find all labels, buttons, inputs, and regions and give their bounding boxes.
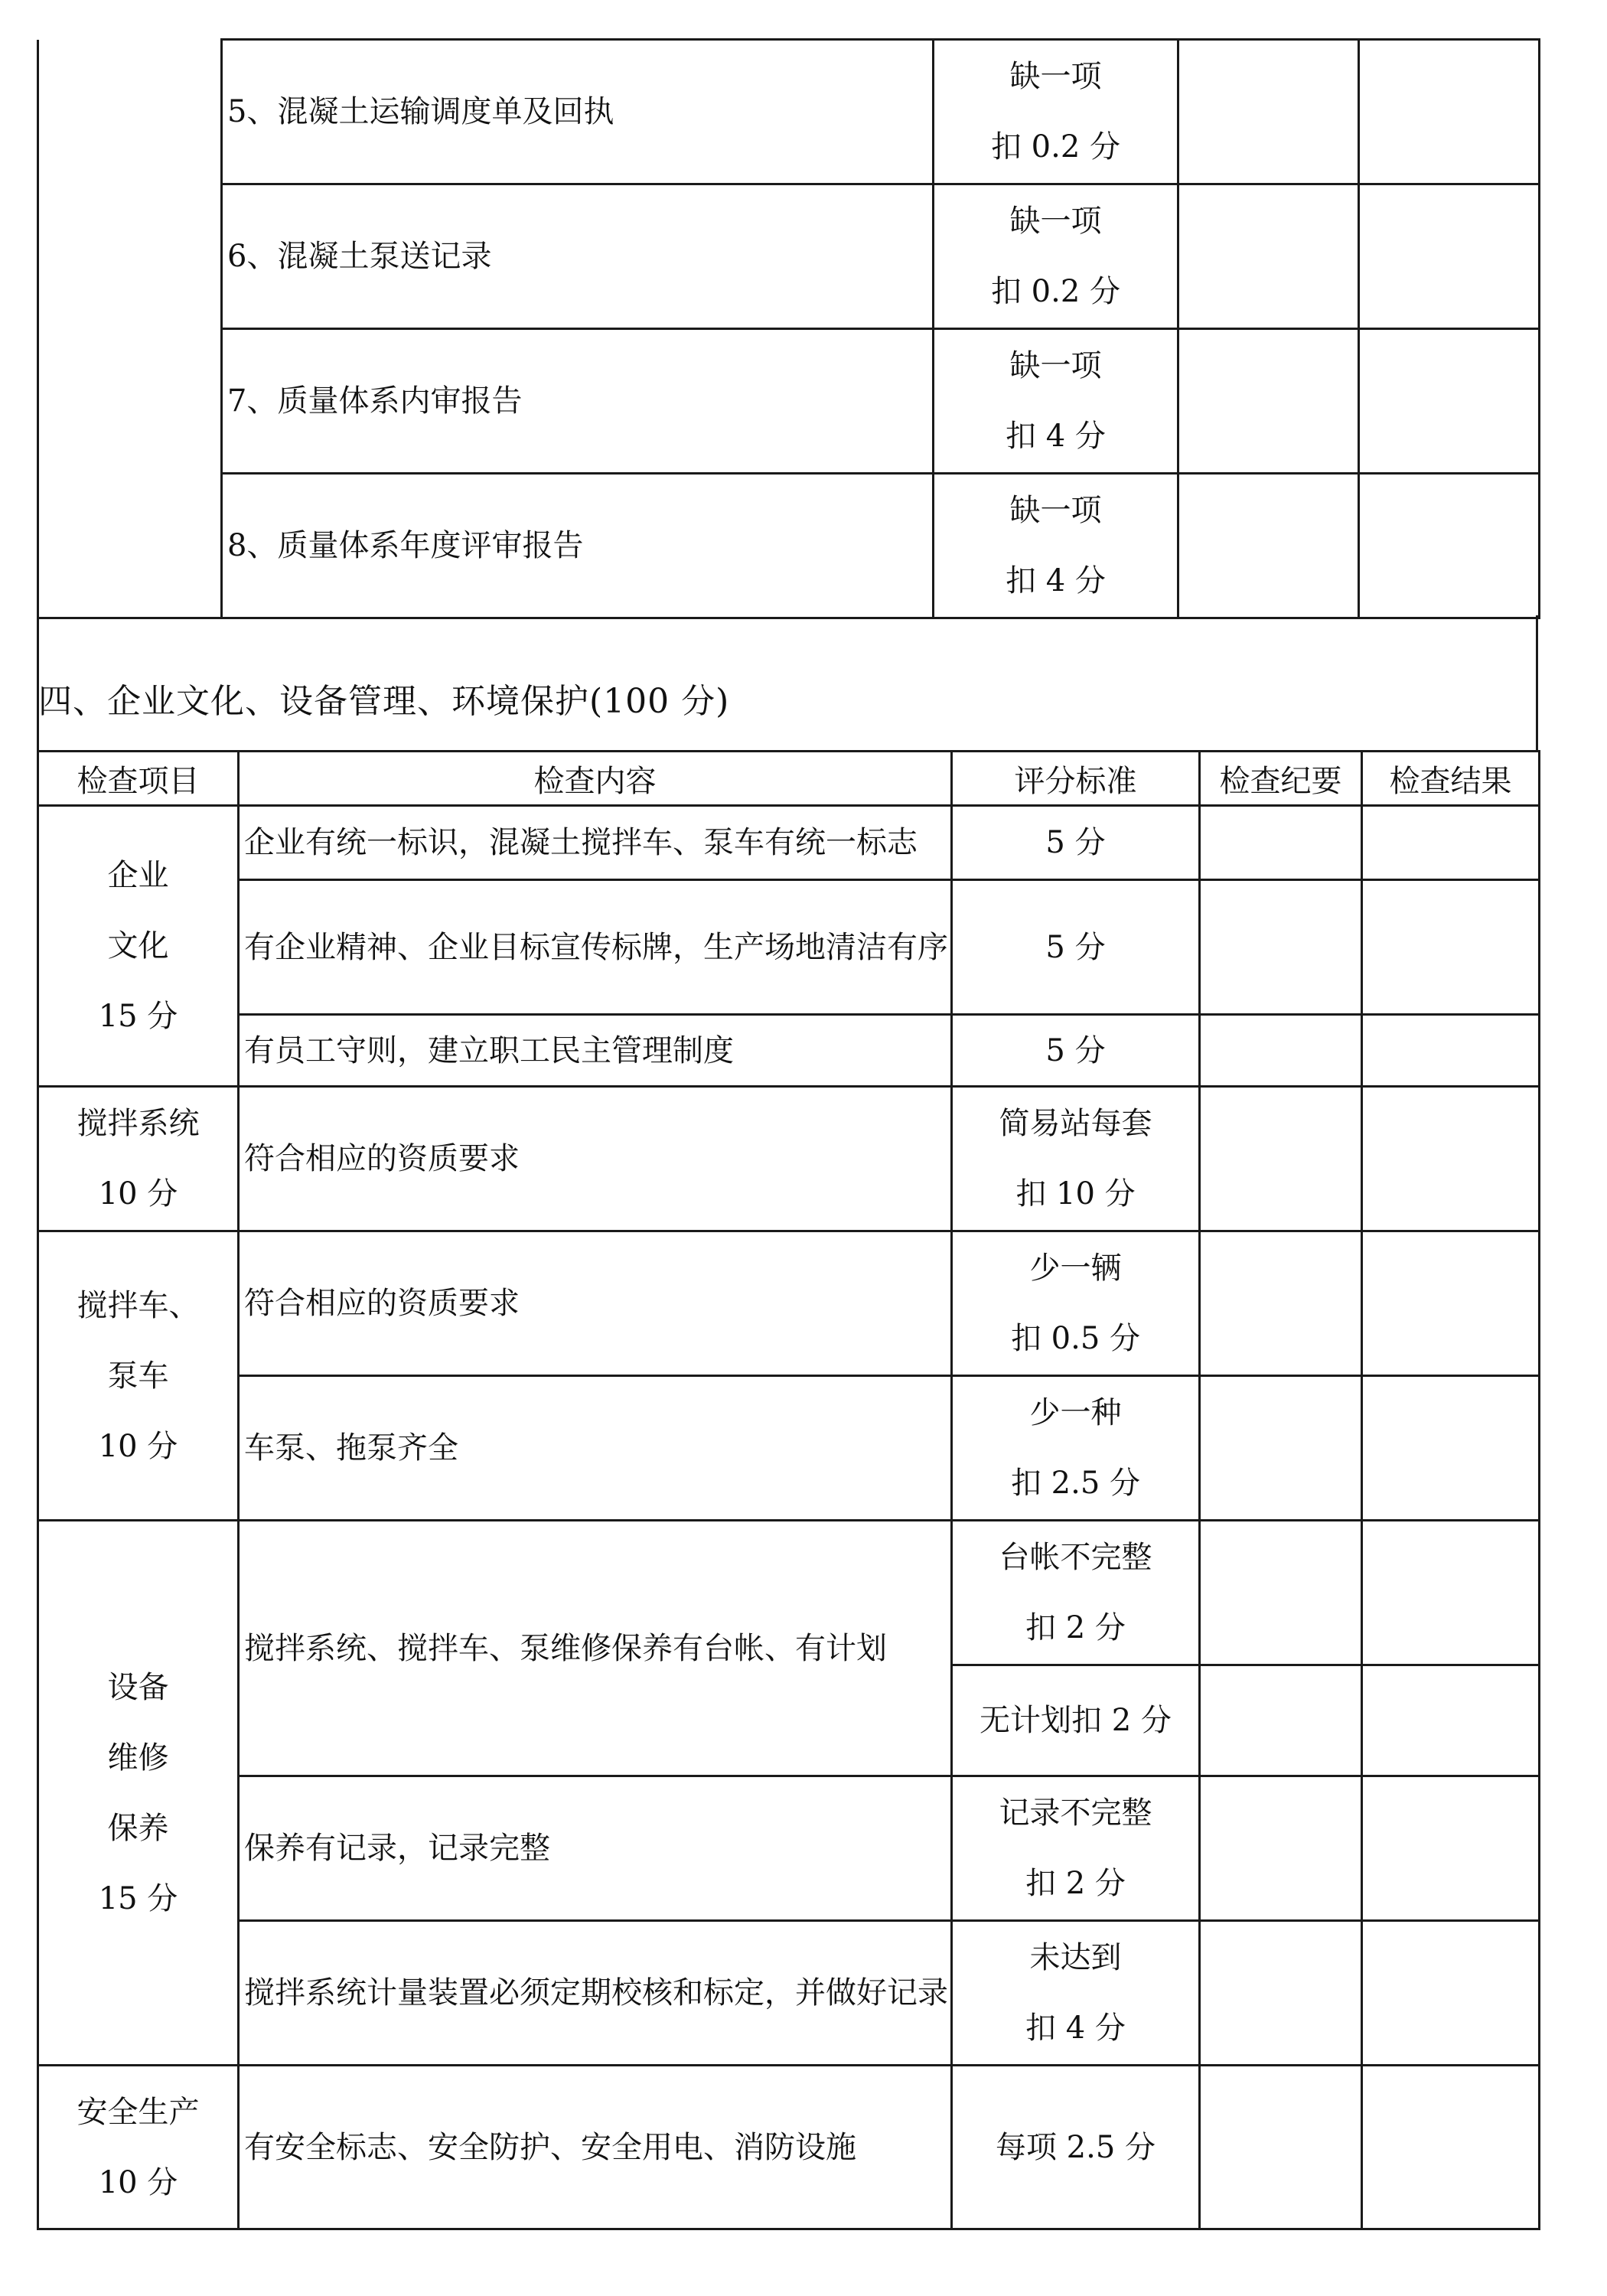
result-cell [1362,806,1540,880]
result-cell [1362,1665,1540,1776]
header-notes: 检查纪要 [1200,752,1362,806]
notes-cell [1200,806,1362,880]
top-content-cell: 7、质量体系内审报告 [222,329,934,474]
category-maintenance: 设备 维修 保养 15 分 [38,1521,239,2066]
section-title: 四、企业文化、设备管理、环境保护(100 分) [38,682,730,721]
notes-cell [1200,1665,1362,1776]
top-standard-cell: 缺一项 扣 4 分 [934,329,1178,474]
top-notes-cell [1178,184,1359,329]
content-cell: 符合相应的资质要求 [239,1231,952,1376]
top-table [37,38,1540,619]
standard-cell: 5 分 [952,880,1200,1015]
notes-cell [1200,1015,1362,1087]
top-result-cell [1359,184,1540,329]
standard-cell: 记录不完整 扣 2 分 [952,1776,1200,1921]
standard-cell: 未达到 扣 4 分 [952,1921,1200,2066]
category-mixing-system: 搅拌系统 10 分 [38,1087,239,1231]
notes-cell [1200,2066,1362,2229]
standard-cell: 少一种 扣 2.5 分 [952,1376,1200,1521]
top-result-cell [1359,329,1540,474]
notes-cell [1200,1521,1362,1665]
content-cell: 搅拌系统计量装置必须定期校核和标定，并做好记录 [239,1921,952,2066]
standard-cell: 无计划扣 2 分 [952,1665,1200,1776]
top-standard-cell: 缺一项 扣 0.2 分 [934,40,1178,184]
header-standard: 评分标准 [952,752,1200,806]
notes-cell [1200,1087,1362,1231]
content-cell: 企业有统一标识，混凝土搅拌车、泵车有统一标志 [239,806,952,880]
header-content: 检查内容 [239,752,952,806]
content-cell: 保养有记录，记录完整 [239,1776,952,1921]
notes-cell [1200,880,1362,1015]
notes-cell [1200,1231,1362,1376]
top-content-cell: 5、混凝土运输调度单及回执 [222,40,934,184]
result-cell [1362,1015,1540,1087]
result-cell [1362,1776,1540,1921]
top-content-cell: 6、混凝土泵送记录 [222,184,934,329]
result-cell [1362,1376,1540,1521]
result-cell [1362,1521,1540,1665]
inspection-table [37,750,1540,2230]
top-standard-cell: 缺一项 扣 4 分 [934,474,1178,618]
top-notes-cell [1178,474,1359,618]
top-notes-cell [1178,329,1359,474]
notes-cell [1200,1921,1362,2066]
category-trucks: 搅拌车、 泵车 10 分 [38,1231,239,1521]
result-cell [1362,1231,1540,1376]
top-content-cell: 8、质量体系年度评审报告 [222,474,934,618]
result-cell [1362,2066,1540,2229]
content-cell: 有企业精神、企业目标宣传标牌，生产场地清洁有序 [239,880,952,1015]
standard-cell: 5 分 [952,1015,1200,1087]
top-notes-cell [1178,40,1359,184]
top-result-cell [1359,474,1540,618]
top-result-cell [1359,40,1540,184]
header-result: 检查结果 [1362,752,1540,806]
top-category-cell [38,40,222,618]
category-safety: 安全生产 10 分 [38,2066,239,2229]
notes-cell [1200,1776,1362,1921]
content-cell: 车泵、拖泵齐全 [239,1376,952,1521]
standard-cell: 每项 2.5 分 [952,2066,1200,2229]
content-cell: 搅拌系统、搅拌车、泵维修保养有台帐、有计划 [239,1521,952,1776]
content-cell: 有员工守则，建立职工民主管理制度 [239,1015,952,1087]
content-cell: 有安全标志、安全防护、安全用电、消防设施 [239,2066,952,2229]
result-cell [1362,1087,1540,1231]
standard-cell: 简易站每套 扣 10 分 [952,1087,1200,1231]
top-standard-cell: 缺一项 扣 0.2 分 [934,184,1178,329]
notes-cell [1200,1376,1362,1521]
content-cell: 符合相应的资质要求 [239,1087,952,1231]
standard-cell: 少一辆 扣 0.5 分 [952,1231,1200,1376]
standard-cell: 5 分 [952,806,1200,880]
standard-cell: 台帐不完整 扣 2 分 [952,1521,1200,1665]
header-item: 检查项目 [38,752,239,806]
result-cell [1362,1921,1540,2066]
category-culture: 企业 文化 15 分 [38,806,239,1087]
result-cell [1362,880,1540,1015]
